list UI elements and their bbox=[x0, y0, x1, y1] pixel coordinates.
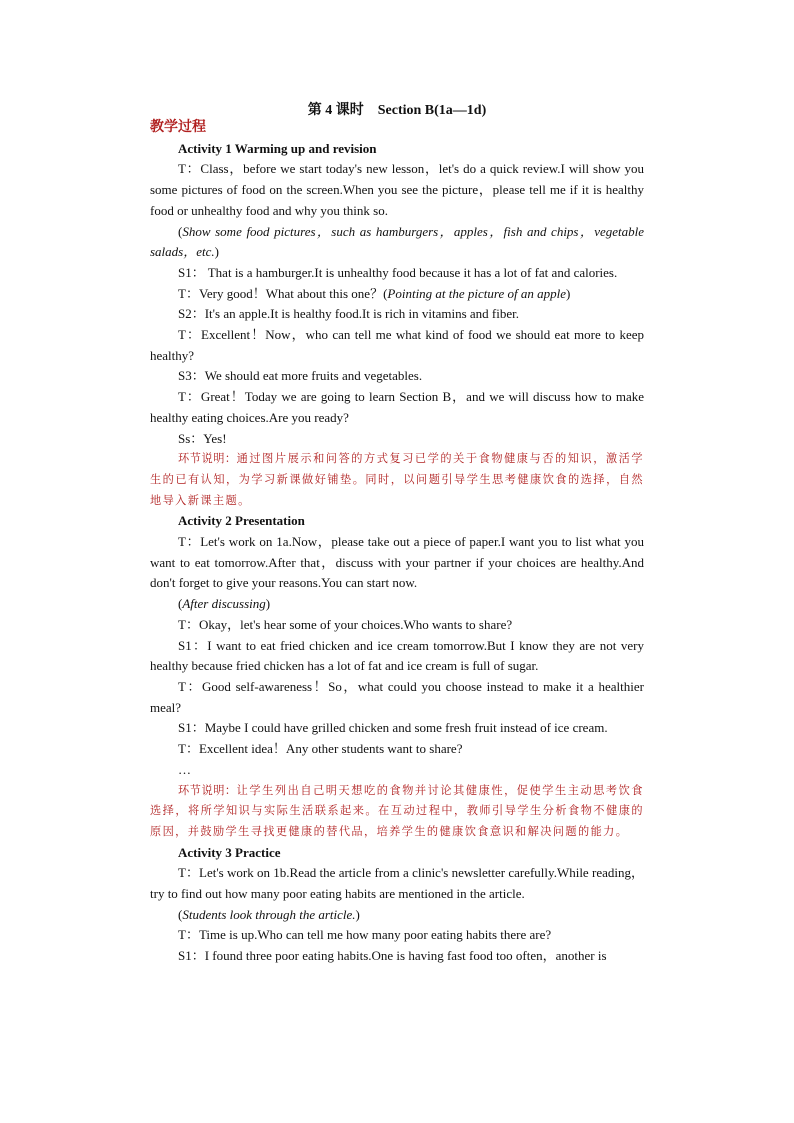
explanation-label: 环节说明： bbox=[178, 783, 237, 797]
explanation-note bbox=[150, 449, 644, 511]
explanation-text: 让学生列出自己明天想吃的食物并讨论其健康性，促使学生主动思考饮食选择，将所学知识与实际生活联系起来。在互动过程中，教师引导学生分析食物不健康的原因，并鼓励学生寻找更健康的替代品，培养学生的健康饮食意识和解决问题的能力。 bbox=[150, 783, 644, 838]
dialogue-text: T：Very good！What about this one？( bbox=[178, 285, 388, 301]
dialogue-line: S2：It's an apple.It is healthy food.It is rich in vitamins and fiber. bbox=[178, 306, 520, 322]
activity-1-heading: Activity 1 Warming up and revision bbox=[178, 140, 377, 156]
explanation-label: 环节说明： bbox=[178, 452, 237, 466]
stage-direction-text: Pointing at the picture of an apple bbox=[387, 285, 567, 301]
ellipsis: … bbox=[178, 761, 191, 777]
dialogue-line: S3：We should eat more fruits and vegetables. bbox=[178, 368, 423, 384]
explanation-text: 通过图片展示和问答的方式复习已学的关于食物健康与否的知识，激活学生的已有认知，为学习新课做好铺垫。同时，以问题引导学生思考健康饮食的选择，自然地导入新课主题。 bbox=[150, 452, 644, 507]
dialogue-line: T：Let's work on 1b.Read the article from a clinic's newsletter carefully.While reading，try to find out how many poor eating habits are mentioned in the article. bbox=[150, 865, 644, 902]
stage-direction-text: Students look through the article. bbox=[182, 906, 356, 922]
dialogue-line: T：Great！Today we are going to learn Section B，and we will discuss how to make healthy eating choices.Are you ready? bbox=[150, 389, 644, 425]
dialogue-line: T：Time is up.Who can tell me how many poor eating habits there are? bbox=[178, 927, 552, 943]
dialogue-line: T：Excellent idea！Any other students want to share? bbox=[178, 741, 463, 757]
lesson-title: 第 4 课时 Section B(1a—1d) bbox=[307, 103, 487, 118]
dialogue-line: T：Excellent！Now，who can tell me what kind of food we should eat more to keep healthy? bbox=[150, 327, 644, 363]
stage-direction: (After discussing) bbox=[178, 596, 271, 612]
stage-direction: (Show some food pictures，such as hamburgers，apples，fish and chips，vegetable salads，etc.) bbox=[150, 223, 644, 260]
document-body bbox=[150, 118, 644, 967]
dialogue-line: T：Let's work on 1a.Now，please take out a piece of paper.I want you to list what you want to eat tomorrow.After that，discuss with your partner if your choices are healthy.And don't forget to give your reasons.You can start now. bbox=[150, 534, 644, 591]
activity-2-heading: Activity 2 Presentation bbox=[178, 513, 305, 529]
explanation-note bbox=[150, 781, 644, 843]
dialogue-line: T：Very good！What about this one？(Pointing at the picture of an apple) bbox=[178, 285, 571, 301]
dialogue-line: S1： That is a hamburger.It is unhealthy food because it has a lot of fat and calories. bbox=[178, 264, 618, 280]
dialogue-line: S1：Maybe I could have grilled chicken and some fresh fruit instead of ice cream. bbox=[178, 720, 608, 736]
activity-3-heading: Activity 3 Practice bbox=[178, 844, 281, 860]
dialogue-line: T：Class，before we start today's new lesson，let's do a quick review.I will show you some pictures of food on the screen.When you see the picture，please tell me if it is healthy food or unhealthy food and why you think so. bbox=[150, 161, 644, 218]
stage-direction-text: After discussing bbox=[182, 596, 266, 612]
stage-direction-text: Show some food pictures，such as hamburgers，apples，fish and chips，vegetable salads，etc. bbox=[150, 223, 644, 260]
dialogue-line: T：Good self-awareness！So，what could you choose instead to make it a healthier meal? bbox=[150, 678, 644, 715]
stage-direction: (Students look through the article.) bbox=[178, 906, 360, 922]
dialogue-line: T：Okay，let's hear some of your choices.Who wants to share? bbox=[178, 616, 513, 632]
section-label: 教学过程 bbox=[150, 120, 206, 135]
dialogue-line: S1：I found three poor eating habits.One is having fast food too often，another is bbox=[178, 948, 607, 964]
dialogue-line: S1：I want to eat fried chicken and ice cream tomorrow.But I know they are not very healthy because fried chicken has a lot of fat and ice cream is full of sugar. bbox=[150, 637, 644, 674]
dialogue-line: Ss：Yes! bbox=[178, 430, 227, 446]
